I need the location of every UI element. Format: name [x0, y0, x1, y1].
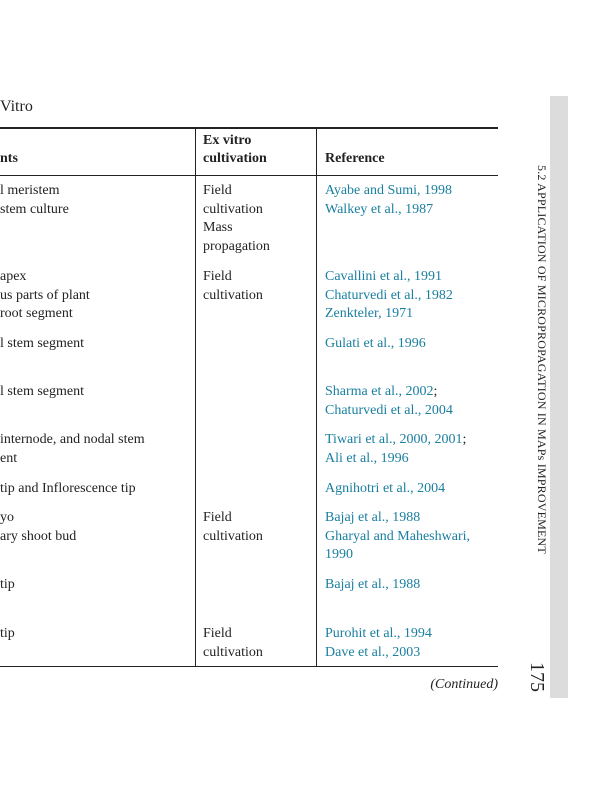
- reference-link[interactable]: Zenkteler, 1971: [325, 306, 414, 321]
- reference-link[interactable]: Tiwari et al., 2000, 2001;: [325, 432, 467, 447]
- cultivation-cell: Field cultivation Mass propagation: [203, 183, 270, 254]
- reference-cell: [325, 383, 497, 420]
- continued-note: (Continued): [430, 677, 498, 692]
- reference-cell: [325, 268, 497, 324]
- plant-part-cell: tip and Inflorescence tip: [0, 481, 136, 496]
- plant-part-cell: internode, and nodal stem ent: [0, 432, 145, 466]
- reference-cell: [325, 335, 497, 354]
- table-bottom-rule: [0, 666, 498, 667]
- plant-part-cell: tip: [0, 577, 15, 592]
- reference-link[interactable]: Bajaj et al., 1988: [325, 510, 421, 525]
- column-divider: [195, 129, 196, 667]
- reference-link[interactable]: Gulati et al., 1996: [325, 336, 426, 351]
- plant-part-cell: apex us parts of plant root segment: [0, 269, 90, 321]
- reference-link[interactable]: Ali et al., 1996: [325, 450, 409, 466]
- plant-part-cell: l stem segment: [0, 336, 84, 351]
- reference-link[interactable]: Sharma et al., 2002;: [325, 384, 438, 399]
- reference-link[interactable]: Cavallini et al., 1991: [325, 269, 443, 284]
- reference-cell: [325, 625, 497, 662]
- reference-separator: ;: [462, 432, 467, 447]
- reference-cell: [325, 182, 497, 219]
- reference-link[interactable]: Chaturvedi et al., 1982: [325, 287, 453, 303]
- reference-link[interactable]: Ayabe and Sumi, 1998: [325, 183, 453, 198]
- reference-link[interactable]: Walkey et al., 1987: [325, 201, 434, 217]
- cultivation-cell: Field cultivation: [203, 626, 263, 660]
- cultivation-cell: Field cultivation: [203, 269, 263, 303]
- plant-part-cell: l stem segment: [0, 384, 84, 399]
- page-edge-tab: [550, 96, 568, 698]
- cultivation-cell: Field cultivation: [203, 510, 263, 544]
- plant-part-cell: tip: [0, 626, 15, 641]
- reference-cell: [325, 576, 497, 595]
- header-reference: Reference: [325, 151, 385, 166]
- reference-cell: [325, 431, 497, 468]
- plant-part-cell: yo ary shoot bud: [0, 510, 77, 544]
- reference-cell: [325, 480, 497, 499]
- reference-link[interactable]: Purohit et al., 1994: [325, 626, 432, 641]
- running-head: 5.2 APPLICATION OF MICROPROPAGATION IN MAPs IMPROVEMENT: [535, 165, 549, 554]
- reference-link[interactable]: Chaturvedi et al., 2004: [325, 402, 453, 418]
- column-divider: [316, 129, 317, 667]
- page-number: 175: [526, 662, 548, 692]
- reference-separator: ;: [433, 384, 438, 399]
- header-ex-vitro-cultivation: Ex vitro cultivation: [203, 133, 267, 166]
- table-caption: Vitro: [0, 98, 33, 115]
- reference-cell: [325, 509, 497, 565]
- table-top-rule: [0, 127, 498, 129]
- reference-link[interactable]: Gharyal and Maheshwari, 1990: [325, 528, 471, 562]
- plant-part-cell: l meristem stem culture: [0, 183, 69, 217]
- reference-link[interactable]: Dave et al., 2003: [325, 644, 421, 660]
- header-plant-parts: nts: [0, 151, 18, 166]
- reference-link[interactable]: Bajaj et al., 1988: [325, 577, 421, 592]
- table-header-rule: [0, 175, 498, 176]
- reference-link[interactable]: Agnihotri et al., 2004: [325, 481, 446, 496]
